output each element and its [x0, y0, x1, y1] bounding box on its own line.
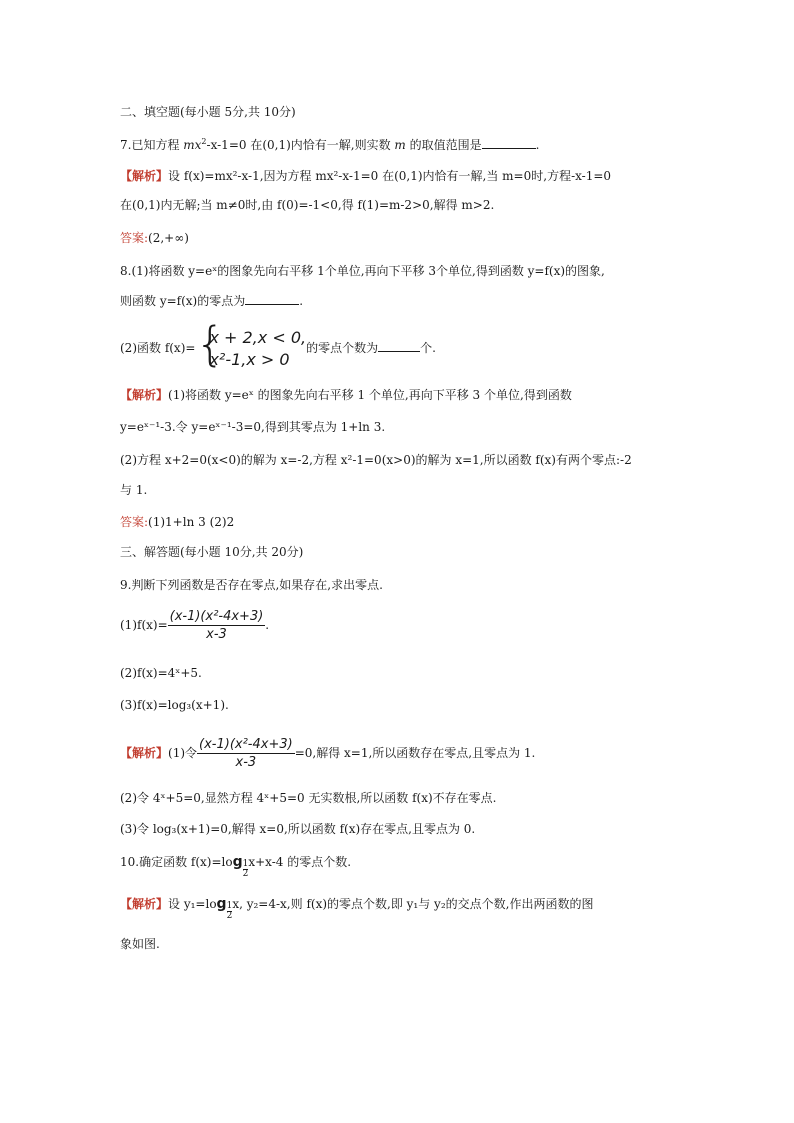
- analysis-text: (2)令 4ˣ+5=0,显然方程 4ˣ+5=0 无实数根,所以函数 f(x)不存在零点.: [120, 791, 497, 805]
- q8-text: 8.(1)将函数 y=eˣ的图象先向右平移 1个单位,再向下平移 3个单位,得到函数 y=f(x)的图象,: [120, 264, 605, 278]
- q7-stem-part: 的取值范围是: [409, 138, 482, 152]
- answer-blank: [482, 136, 536, 149]
- q9-p2: (2)f(x)=4ˣ+5.: [120, 666, 202, 680]
- q9-p1-end: .: [265, 618, 270, 632]
- answer-label: 答案:: [120, 515, 149, 529]
- q7-var-m: m: [390, 138, 410, 152]
- question-7-analysis-line1: [120, 167, 611, 185]
- q10-stem-prefix: 10.确定函数 f(x)=lo: [120, 855, 233, 869]
- question-9-analysis-line3: [120, 820, 475, 838]
- q8-text: 则函数 y=f(x)的零点为: [120, 294, 246, 308]
- log-g: g: [216, 896, 227, 912]
- question-8-analysis-line2: [120, 418, 385, 436]
- question-7-analysis-line2: [120, 196, 494, 214]
- question-8-analysis-line4: [120, 481, 147, 499]
- question-9-part2: [120, 664, 202, 682]
- answer-label: 答案:: [120, 231, 149, 245]
- analysis-text: 在(0,1)内无解;当 m≠0时,由 f(0)=-1<0,得 f(1)=m-2>0,解得 m>2.: [120, 198, 495, 212]
- piece-row: x + 2,x < 0,: [209, 327, 307, 347]
- answer-value: (1)1+ln 3 (2)2: [148, 515, 235, 529]
- answer-blank: [378, 339, 420, 352]
- piece-row: x²-1,x > 0: [209, 349, 290, 369]
- question-9-analysis-line1: [120, 733, 535, 773]
- analysis-text: 与 1.: [120, 483, 148, 497]
- question-8-part1-line1: [120, 262, 605, 280]
- analysis-text: (2)方程 x+2=0(x<0)的解为 x=-2,方程 x²-1=0(x>0)的解为 x=1,所以函数 f(x)有两个零点:-2: [120, 453, 632, 467]
- fraction-denominator: x-3: [206, 627, 227, 642]
- q9-stem: 9.判断下列函数是否存在零点,如果存在,求出零点.: [120, 578, 383, 592]
- q7-stem-part: 7.已知方程: [120, 138, 184, 152]
- section-heading-solve: [120, 543, 303, 561]
- question-10-analysis-line2: [120, 935, 160, 953]
- log-base-numerator: 1: [226, 901, 233, 911]
- q8-part2-prefix: (2)函数 f(x)=: [120, 341, 196, 355]
- question-7-answer: [120, 229, 189, 247]
- answer-blank: [245, 292, 299, 305]
- section-heading-fill-in: [120, 103, 296, 121]
- question-10-stem: [120, 853, 351, 879]
- analysis-text: 设 f(x)=mx²-x-1,因为方程 mx²-x-1=0 在(0,1)内恰有一解,当 m=0时,方程-x-1=0: [168, 169, 612, 183]
- section-heading-text: 三、解答题(每小题 10分,共 20分): [120, 545, 304, 559]
- question-8-part2: [120, 316, 436, 371]
- fraction: [197, 736, 295, 771]
- question-8-analysis-line1: [120, 386, 572, 404]
- analysis-text: =0,解得 x=1,所以函数存在零点,且零点为 1.: [294, 746, 536, 760]
- question-9-stem: [120, 576, 383, 594]
- q9-p3: (3)f(x)=log₃(x+1).: [120, 698, 229, 712]
- analysis-text: (1)令: [168, 746, 198, 760]
- analysis-label: 【解析】: [120, 746, 169, 760]
- answer-value: (2,+∞): [148, 231, 189, 245]
- analysis-text: y=eˣ⁻¹-3.令 y=eˣ⁻¹-3=0,得到其零点为 1+ln 3.: [120, 420, 386, 434]
- question-9-analysis-line2: [120, 789, 496, 807]
- question-9-part1: [120, 605, 269, 645]
- q8-part2-suffix: 的零点个数为: [306, 341, 379, 355]
- question-10-analysis-line1: [120, 895, 593, 921]
- q8-part2-unit: 个.: [420, 341, 436, 355]
- analysis-text: 设 y₁=lo: [168, 897, 217, 911]
- left-brace-icon: {: [195, 316, 225, 371]
- piecewise-function: [195, 316, 307, 371]
- question-9-part3: [120, 696, 229, 714]
- q7-eq-rest: -x-1=0: [206, 138, 251, 152]
- analysis-label: 【解析】: [120, 169, 169, 183]
- question-8-analysis-line3: [120, 451, 632, 469]
- fraction-numerator: (x-1)(x²-4x+3): [169, 609, 264, 624]
- q9-p1-prefix: (1)f(x)=: [120, 618, 168, 632]
- q10-stem-suffix: x+x-4 的零点个数.: [248, 855, 352, 869]
- fraction-denominator: x-3: [235, 755, 257, 770]
- question-8-answer: [120, 513, 234, 531]
- question-7-stem: 7.已知方程 $mx^2-x-1=0$ 在(0,1)内恰有一解,则实数 m 的取值范围是 .: [120, 137, 540, 152]
- fraction: [168, 608, 266, 643]
- log-base-denominator: 2: [242, 869, 249, 879]
- log-g: g: [232, 854, 243, 870]
- analysis-text: x, y₂=4-x,则 f(x)的零点个数,即 y₁与 y₂的交点个数,作出两函数的图: [232, 897, 594, 911]
- analysis-text: 象如图.: [120, 937, 160, 951]
- analysis-text: (3)令 log₃(x+1)=0,解得 x=0,所以函数 f(x)存在零点,且零点为 0.: [120, 822, 476, 836]
- question-8-part1-line2: 则函数 y=f(x)的零点为 .: [120, 294, 304, 308]
- log-base-numerator: 1: [242, 859, 249, 869]
- fraction-numerator: (x-1)(x²-4x+3): [199, 737, 293, 752]
- analysis-label: 【解析】: [120, 897, 169, 911]
- q7-eq-m: mx: [183, 138, 202, 152]
- log-base-denominator: 2: [226, 911, 233, 921]
- analysis-label: 【解析】: [120, 388, 169, 402]
- q7-stem-end: .: [535, 138, 540, 152]
- section-heading-text: 二、填空题(每小题 5分,共 10分): [120, 105, 296, 119]
- analysis-text: (1)将函数 y=eˣ 的图象先向右平移 1 个单位,再向下平移 3 个单位,得到函数: [168, 388, 572, 402]
- q7-stem-part: 在(0,1)内恰有一解,则实数: [250, 138, 391, 152]
